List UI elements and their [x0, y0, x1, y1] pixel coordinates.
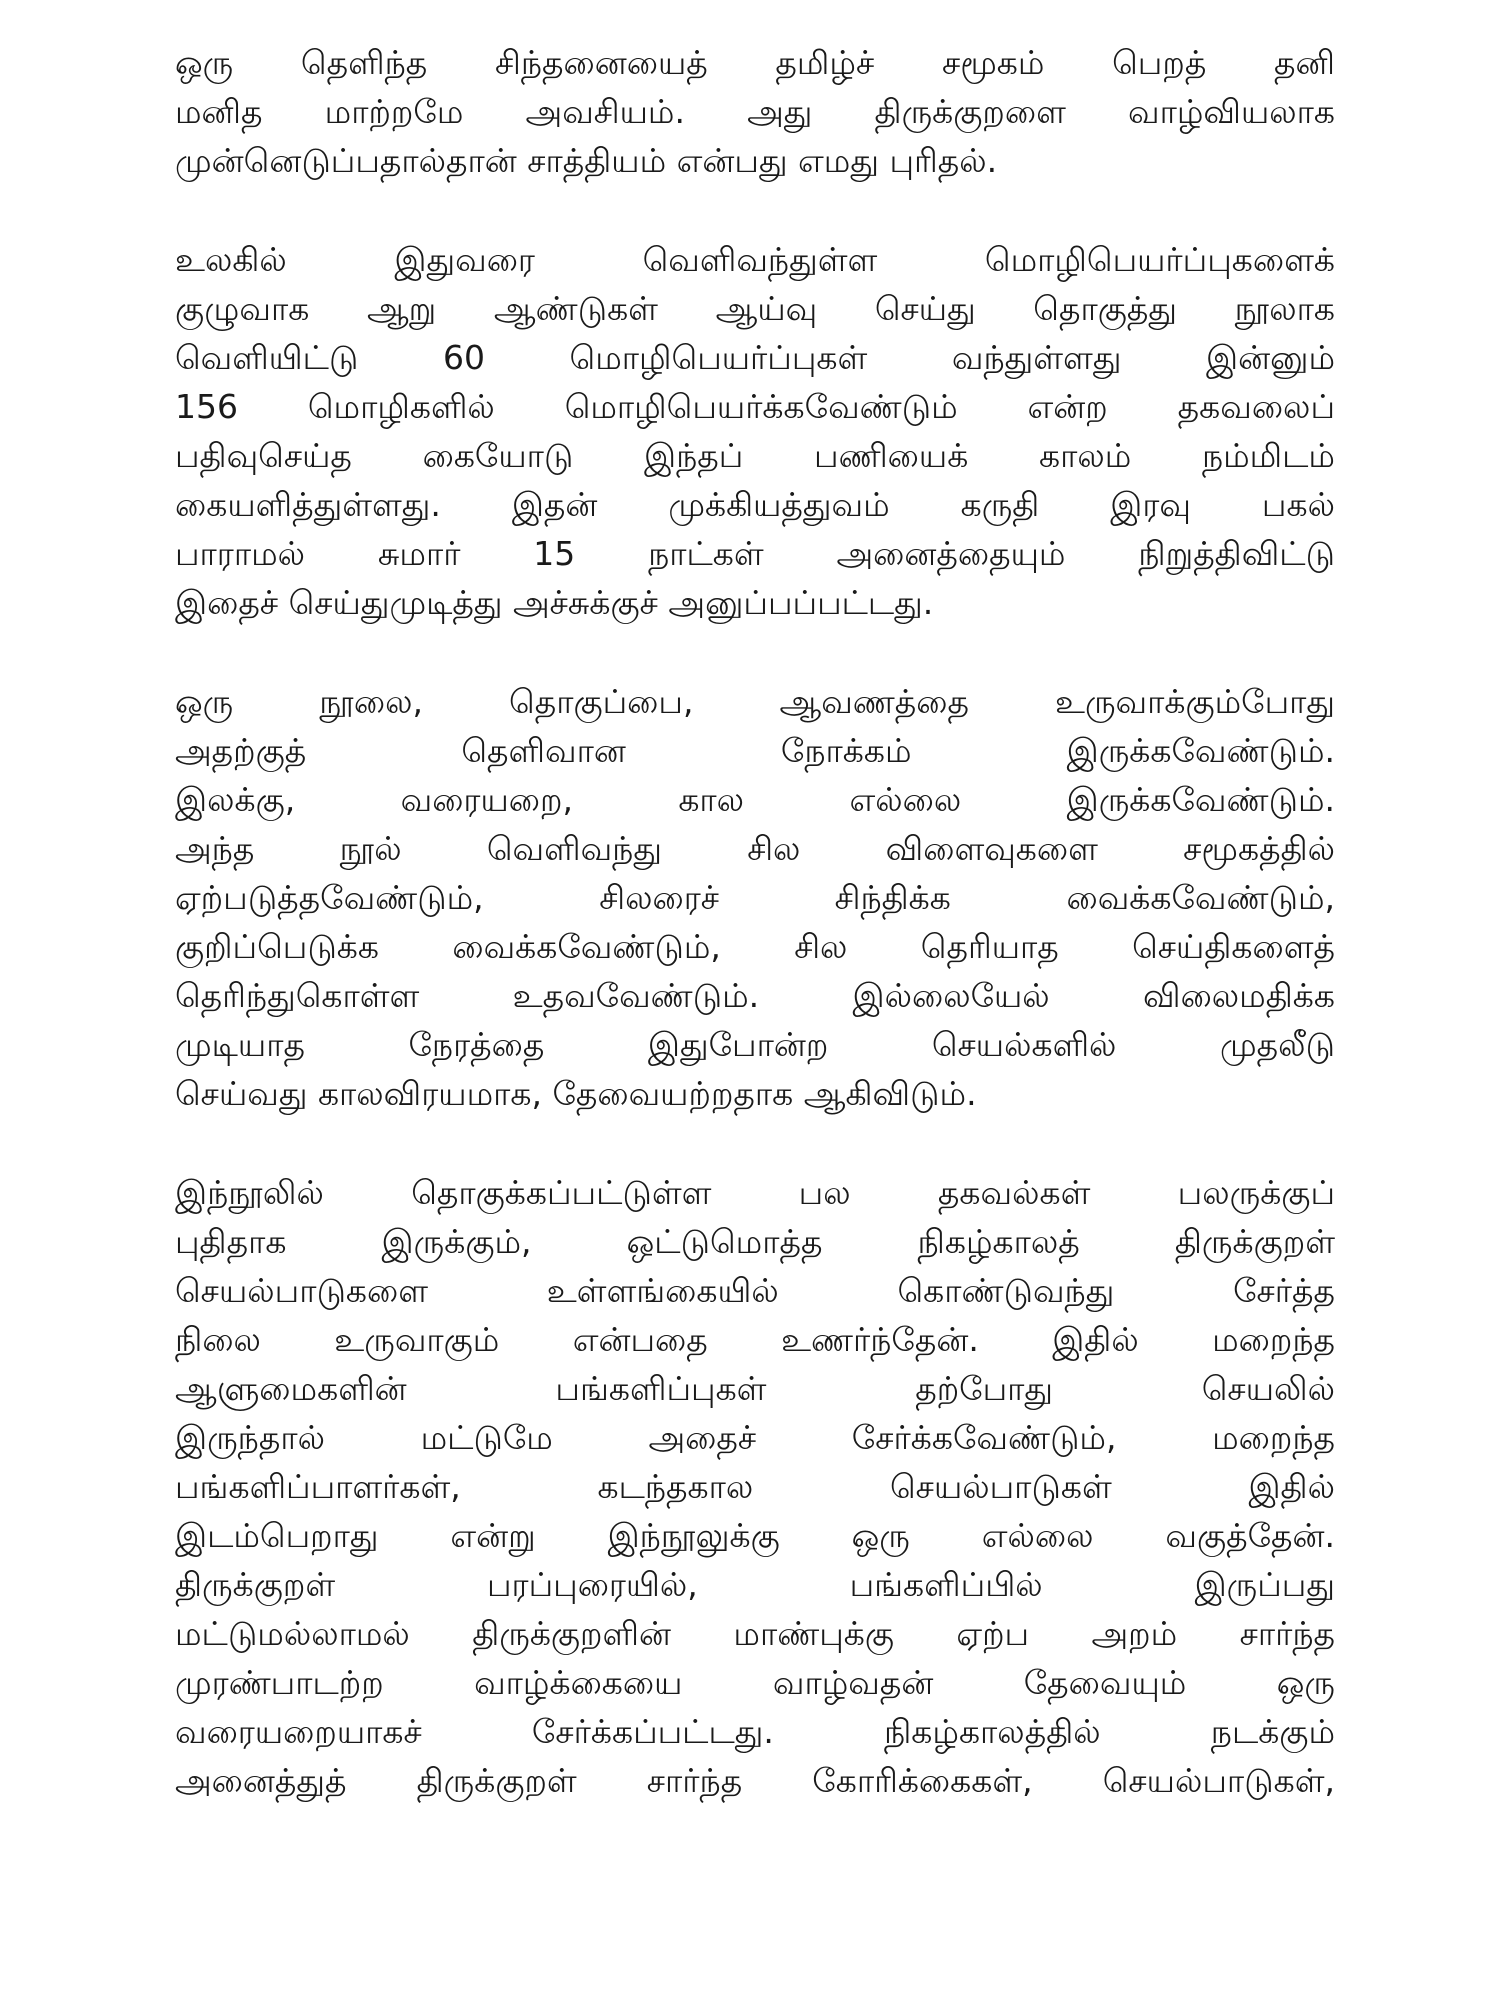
text-line: முடியாத நேரத்தை இதுபோன்ற செயல்களில் முதலீடு [175, 1025, 1335, 1064]
text-line: வரையறையாகச் சேர்க்கப்பட்டது. நிகழ்காலத்தில் நடக்கும் [175, 1712, 1335, 1751]
text-line: ஒரு தெளிந்த சிந்தனையைத் தமிழ்ச் சமூகம் பெறத் தனி [175, 43, 1335, 82]
text-line: செயல்பாடுகளை உள்ளங்கையில் கொண்டுவந்து சேர்த்த [175, 1271, 1335, 1310]
text-line: குழுவாக ஆறு ஆண்டுகள் ஆய்வு செய்து தொகுத்து நூலாக [175, 289, 1335, 328]
paragraph-1 [175, 38, 1335, 185]
text-line: ஆளுமைகளின் பங்களிப்புகள் தற்போது செயலில் [175, 1369, 1335, 1408]
text-line: இருந்தால் மட்டுமே அதைச் சேர்க்கவேண்டும், மறைந்த [175, 1418, 1335, 1457]
paragraph-2 [175, 235, 1335, 627]
text-line: இலக்கு, வரையறை, கால எல்லை இருக்கவேண்டும். [175, 780, 1335, 819]
text-line: ஏற்படுத்தவேண்டும், சிலரைச் சிந்திக்க வைக்கவேண்டும், [175, 878, 1335, 917]
text-line: நிலை உருவாகும் என்பதை உணர்ந்தேன். இதில் மறைந்த [175, 1320, 1335, 1359]
text-line: இந்நூலில் தொகுக்கப்பட்டுள்ள பல தகவல்கள் பலருக்குப் [175, 1173, 1335, 1212]
text-line: இதைச் செய்துமுடித்து அச்சுக்குச் அனுப்பப்பட்டது. [175, 583, 934, 622]
text-line: புதிதாக இருக்கும், ஒட்டுமொத்த நிகழ்காலத் திருக்குறள் [175, 1222, 1335, 1261]
text-line: திருக்குறள் பரப்புரையில், பங்களிப்பில் இருப்பது [175, 1565, 1335, 1604]
text-line: பங்களிப்பாளர்கள், கடந்தகால செயல்பாடுகள் இதில் [175, 1467, 1335, 1506]
document-text-body [175, 38, 1335, 1855]
text-line: ஒரு நூலை, தொகுப்பை, ஆவணத்தை உருவாக்கும்போது [175, 682, 1335, 721]
text-line: இடம்பெறாது என்று இந்நூலுக்கு ஒரு எல்லை வகுத்தேன். [175, 1516, 1335, 1555]
text-line: மனித மாற்றமே அவசியம். அது திருக்குறளை வாழ்வியலாக [175, 92, 1335, 131]
text-line: அந்த நூல் வெளிவந்து சில விளைவுகளை சமூகத்தில் [175, 829, 1335, 868]
text-line: உலகில் இதுவரை வெளிவந்துள்ள மொழிபெயர்ப்புகளைக் [175, 240, 1335, 279]
text-line: பாராமல் சுமார் 15 நாட்கள் அனைத்தையும் நிறுத்திவிட்டு [175, 534, 1335, 573]
text-line: 156 மொழிகளில் மொழிபெயர்க்கவேண்டும் என்ற தகவலைப் [175, 387, 1335, 426]
text-line: செய்வது காலவிரயமாக, தேவையற்றதாக ஆகிவிடும். [175, 1074, 977, 1113]
text-line: அதற்குத் தெளிவான நோக்கம் இருக்கவேண்டும். [175, 731, 1335, 770]
text-line: மட்டுமல்லாமல் திருக்குறளின் மாண்புக்கு ஏற்ப அறம் சார்ந்த [175, 1614, 1335, 1653]
text-line: முன்னெடுப்பதால்தான் சாத்தியம் என்பது எமது புரிதல். [175, 141, 998, 180]
text-line: வெளியிட்டு 60 மொழிபெயர்ப்புகள் வந்துள்ளது இன்னும் [175, 338, 1335, 377]
paragraph-3 [175, 677, 1335, 1118]
text-line: அனைத்துத் திருக்குறள் சார்ந்த கோரிக்கைகள், செயல்பாடுகள், [175, 1761, 1335, 1800]
text-line: முரண்பாடற்ற வாழ்க்கையை வாழ்வதன் தேவையும் ஒரு [175, 1663, 1335, 1702]
text-line: கையளித்துள்ளது. இதன் முக்கியத்துவம் கருதி இரவு பகல் [175, 485, 1335, 524]
text-line: தெரிந்துகொள்ள உதவவேண்டும். இல்லையேல் விலைமதிக்க [175, 976, 1335, 1015]
text-line: பதிவுசெய்த கையோடு இந்தப் பணியைக் காலம் நம்மிடம் [175, 436, 1335, 475]
text-line: குறிப்பெடுக்க வைக்கவேண்டும், சில தெரியாத செய்திகளைத் [175, 927, 1335, 966]
paragraph-4 [175, 1168, 1335, 1805]
